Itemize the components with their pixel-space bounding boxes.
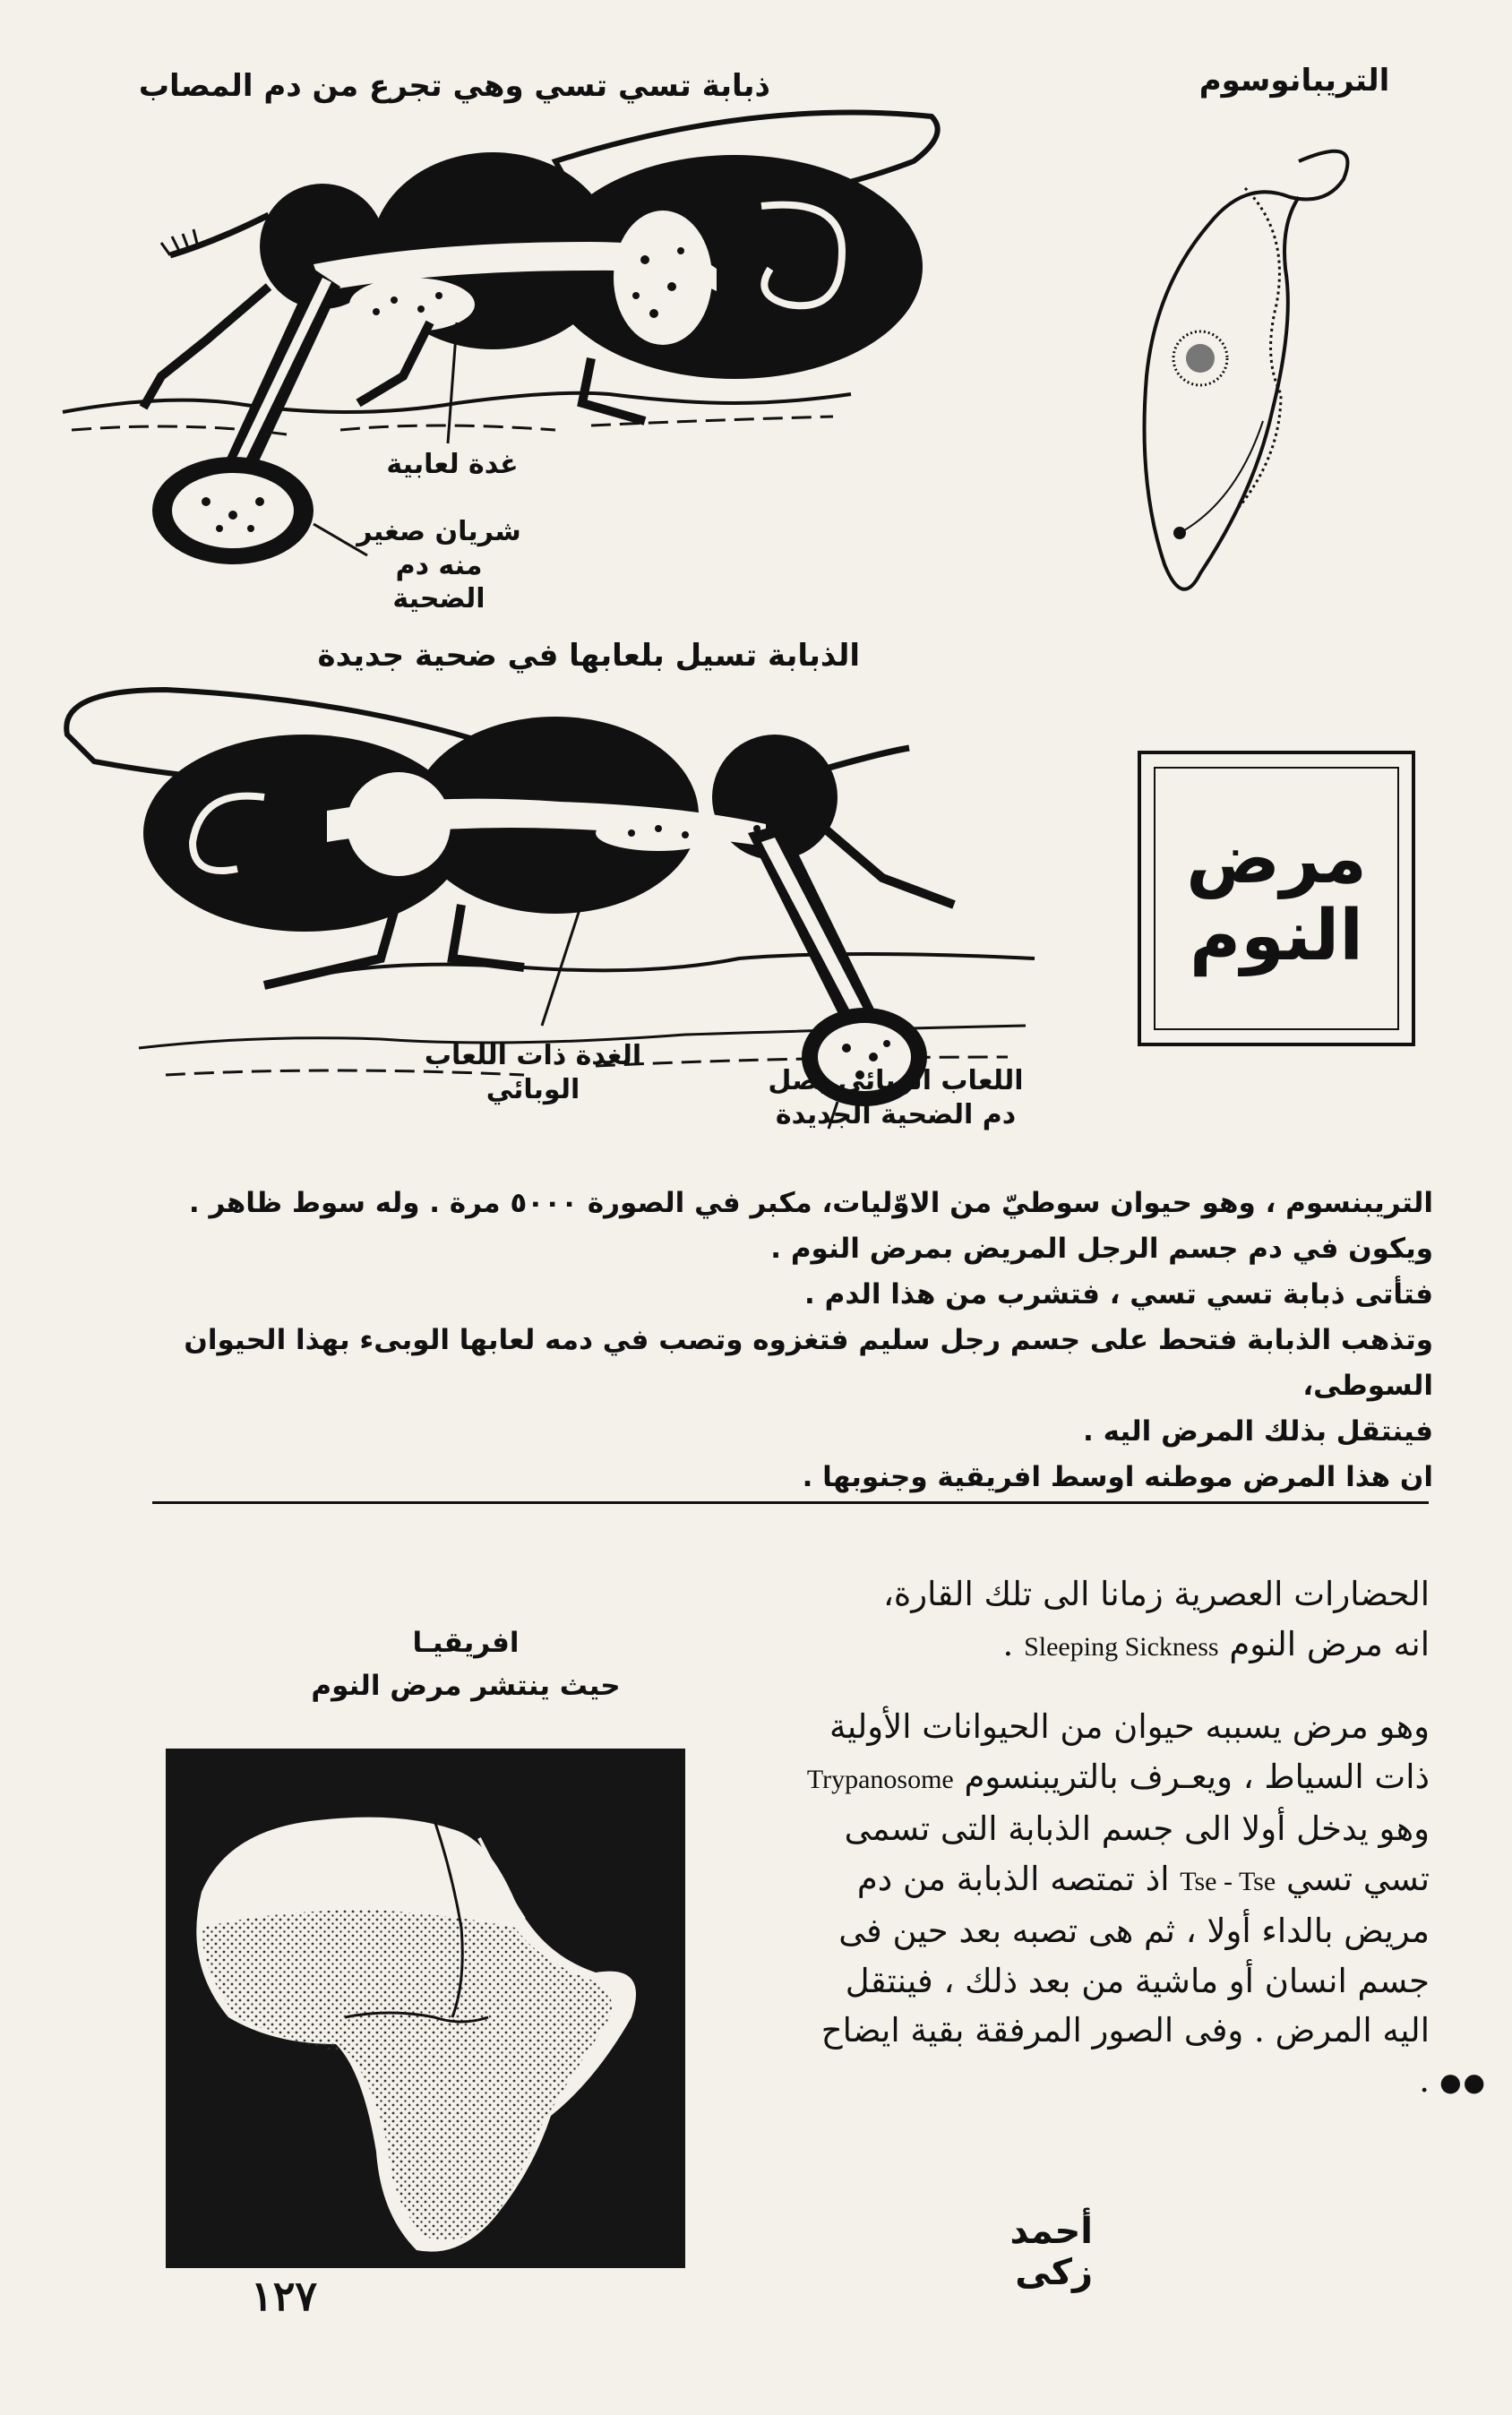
section-title-box [1138,751,1415,1046]
trypanosome-illustration [1129,125,1397,609]
label-infected-saliva: اللعاب الوبائي يصل دم الضحية الجديدة [768,1065,1024,1130]
section-title-line-1: مرض [1186,819,1367,900]
map-title: افريقيـا [412,1627,520,1659]
article-body [803,1569,1487,2136]
article-paragraph-2 [803,1702,1487,2105]
section-divider [152,1501,1429,1504]
latin-term: Sleeping Sickness [1024,1631,1219,1662]
label-salivary-gland: غدة لعابية [386,449,519,480]
latin-term: Trypanosome [806,1764,954,1794]
description-line: التريبنسوم ، وهو حيوان سوطيّ من الاوّليات، مكبر في الصورة ٥٠٠٠ مرة . وله سوط ظاهر . [188,1187,1433,1219]
africa-map [166,1749,685,2268]
fly-feeding-caption: ذبابة تسي تسي وهي تجرع من دم المصاب [138,68,770,104]
figure-description [143,1181,1433,1500]
description-line: ان هذا المرض موطنه اوسط افريقية وجنوبها . [802,1461,1433,1493]
label-infected-gland: الغدة ذات اللعاب الوبائي [424,1040,642,1105]
fly-infecting-caption: الذبابة تسيل بلعابها في ضحية جديدة [317,638,860,674]
description-line: ويكون في دم جسم الرجل المريض بمرض النوم . [770,1233,1433,1265]
description-line: فينتقل بذلك المرض اليه . [1083,1415,1433,1448]
section-title-line-2: النوم [1190,896,1363,976]
description-line: فتأتى ذبابة تسي تسي ، فتشرب من هذا الدم . [804,1278,1433,1311]
article-text: وهو مرض يسببه حيوان من الحيوانات الأولية ذات السياط ، ويعـرف بالتريبنسوم [829,1707,1430,1796]
map-subtitle: حيث ينتشر مرض النوم [311,1670,621,1702]
article-text: انه مرض النوم [1229,1624,1430,1663]
article-text: الحضارات العصرية زمانا الى تلك القارة، [882,1575,1430,1613]
article-paragraph-1 [803,1569,1430,1672]
trypanosome-caption: التريبانوسوم [1198,63,1390,99]
page-number: ١٢٧ [251,2272,318,2320]
description-line: وتذهب الذبابة فتحط على جسم رجل سليم فتغزوه وتصب في دمه لعابها الوبىء بهذا الحيوان السوطى، [184,1324,1433,1402]
author-name: أحمد زكى [1009,2211,1093,2293]
map-caption [287,1621,645,1707]
end-mark: ●● [1439,2067,1487,2097]
latin-term: Tse - Tse [1180,1866,1276,1896]
article-text: وهو يدخل أولا الى جسم الذبابة التى تسمى تسي تسي [844,1809,1430,1898]
article-text: . [1002,1624,1014,1663]
article-text: اذ تمتصه الذبابة من دم مريض بالداء أولا ، ثم هى تصبه بعد حين فى جسم انسان أو ماشية من بعد ذلك ، فينتقل اليه المرض . وفى الصور المرفقة بقية ايضاح . [820,1859,1430,2100]
label-small-artery: شريان صغير منه دم الضحية [357,516,521,614]
